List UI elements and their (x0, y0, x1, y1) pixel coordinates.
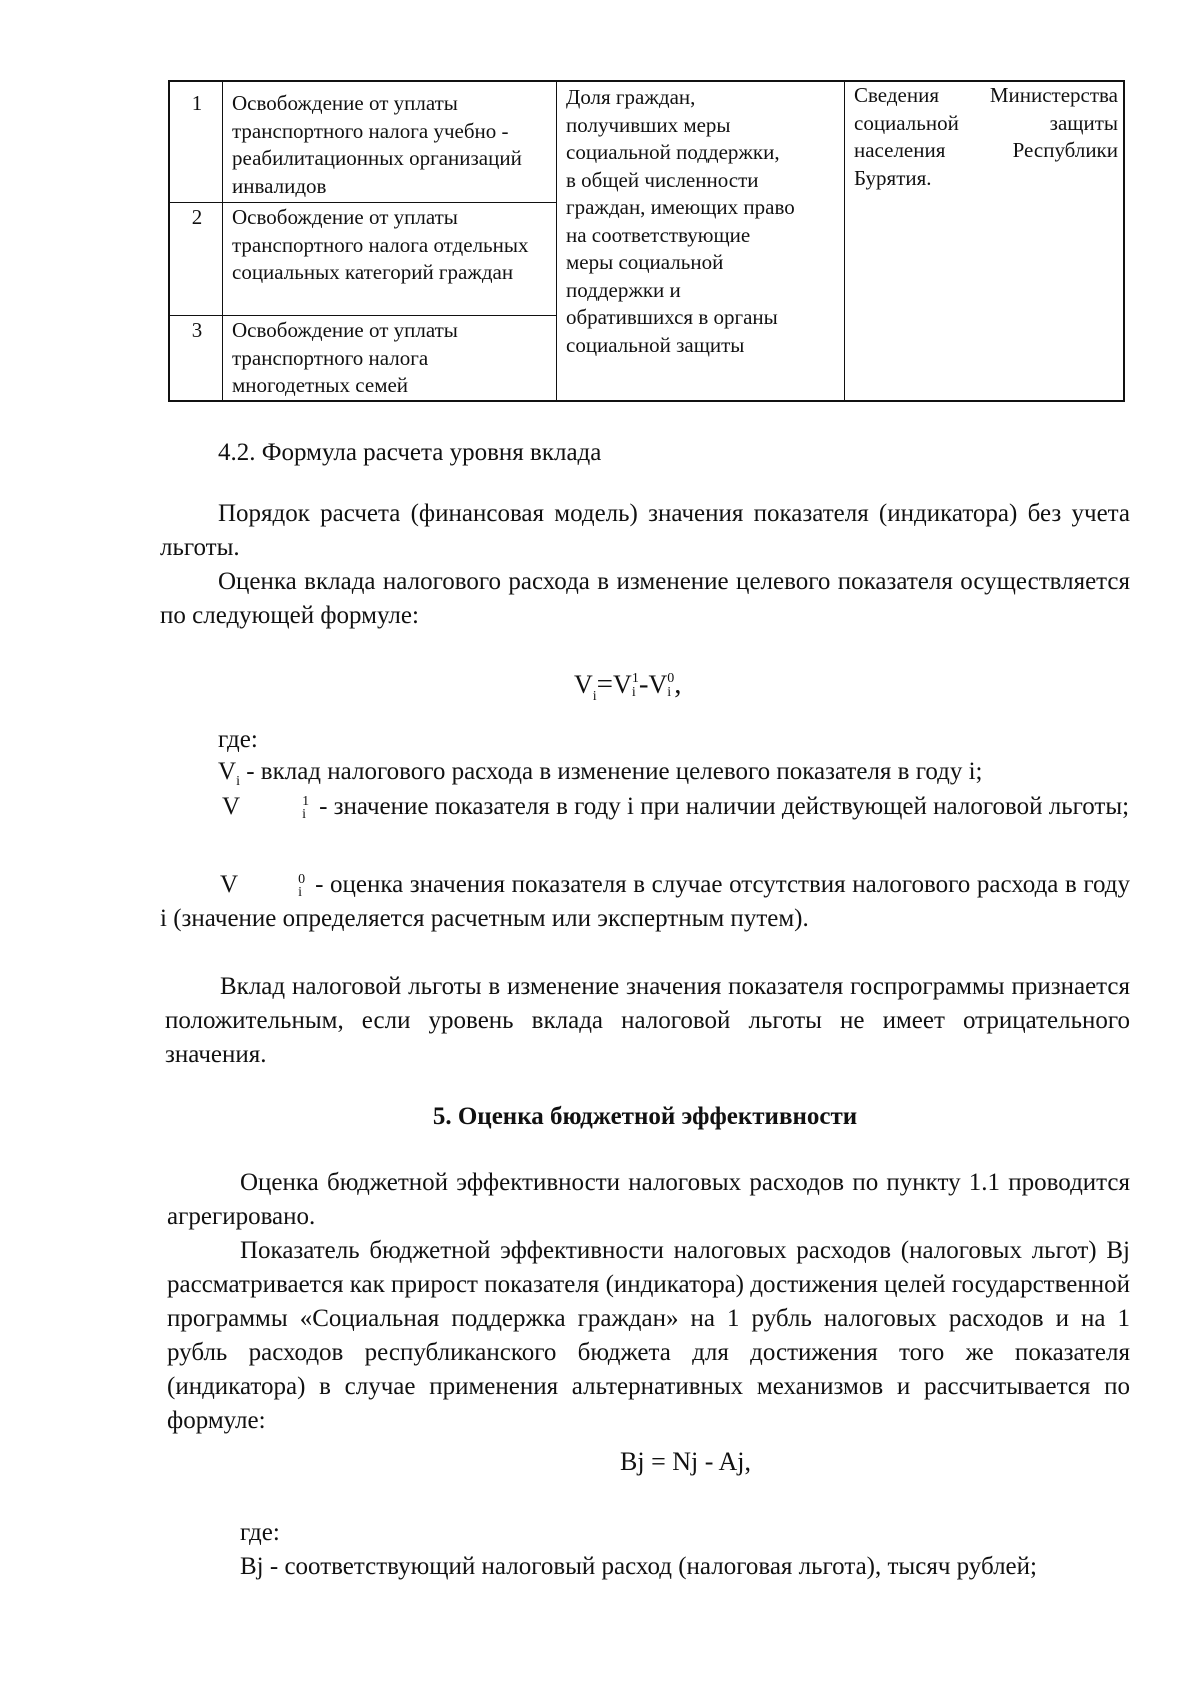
paragraph: Вклад налоговой льготы в изменение значения показателя госпрограммы признается положительным, если уровень вклада налоговой льготы не имеет отрицательного значения. (165, 973, 1130, 1068)
section-5-heading: 5. Оценка бюджетной эффективности (432, 1103, 858, 1130)
table-row-number: 1 (191, 91, 203, 115)
table-col-divider (844, 82, 845, 400)
definition-vi0: V 0 i - оценка значения показателя в случае отсутствия налогового расхода в году i (значение определяется расчетным или экспертным путем). (160, 871, 1130, 932)
paragraph: Оценка бюджетной эффективности налоговых расходов по пункту 1.1 проводится агрегировано. (167, 1169, 1130, 1230)
indicator-line: обратившихся в органы (566, 305, 778, 329)
table-indicator-cell (566, 84, 840, 359)
indicator-line: поддержки и (566, 277, 681, 302)
table-row-number: 2 (191, 205, 203, 229)
table-col-divider (222, 82, 223, 400)
where-label: где: (218, 726, 258, 753)
indicator-line: в общей численности (566, 167, 759, 192)
indicator-line: на соответствующие (566, 222, 751, 247)
definition-vi: $V_i$ - вклад налогового расхода в изменение целевого показателя в году i; (218, 758, 983, 789)
paragraph: Оценка вклада налогового расхода в изменение целевого показателя осуществляется по следующей формуле: (160, 568, 1130, 629)
formula-vi: $V_i=V$ 1 i -V 0 i , (574, 668, 682, 704)
table-benefit-cell: Освобождение от уплаты транспортного налога отдельных социальных категорий граждан (232, 205, 529, 284)
section-4-2-heading: 4.2. Формула расчета уровня вклада (218, 439, 602, 466)
paragraph: Показатель бюджетной эффективности налоговых расходов (налоговых льгот) Bj рассматривается как прирост показателя (индикатора) достижения целей государственной программы «Социальная поддержка граждан» на 1 рубль налоговых расходов и на 1 рубль расходов республиканского бюджета для достижения того же показателя (индикатора) в случае применения альтернативных механизмов и рассчитывается по формуле: (167, 1237, 1130, 1434)
indicator-line: меры социальной (566, 250, 724, 274)
paragraph: Порядок расчета (финансовая модель) значения показателя (индикатора) без учета льготы. (160, 500, 1130, 561)
table-row-divider (170, 315, 556, 316)
indicator-line: социальной защиты (566, 332, 745, 357)
table-source-cell: Сведения Министерства социальной защиты населения Республики Бурятия. (854, 83, 1118, 190)
indicator-line: социальной поддержки, (566, 140, 780, 164)
table-col-divider (556, 82, 557, 400)
formula-bj: Bj = Nj - Aj, (620, 1447, 751, 1476)
table-row-number: 3 (191, 318, 203, 342)
table-benefit-cell: Освобождение от уплаты транспортного налога учебно - реабилитационных организаций инвалидов (232, 91, 522, 198)
indicator-line: граждан, имеющих право (566, 195, 795, 219)
definition-vi1: V 1 i - значение показателя в году i при наличии действующей налоговой льготы; (222, 793, 1130, 823)
table-benefit-cell: Освобождение от уплаты транспортного налога многодетных семей (232, 318, 458, 397)
where-label: где: (240, 1519, 280, 1546)
indicator-line: получивших меры (566, 112, 731, 137)
indicator-line: Доля граждан, (566, 85, 696, 109)
table-row-divider (170, 202, 556, 203)
indicator-table (168, 80, 1125, 402)
definition-bj: Bj - соответствующий налоговый расход (налоговая льгота), тысяч рублей; (240, 1553, 1037, 1580)
